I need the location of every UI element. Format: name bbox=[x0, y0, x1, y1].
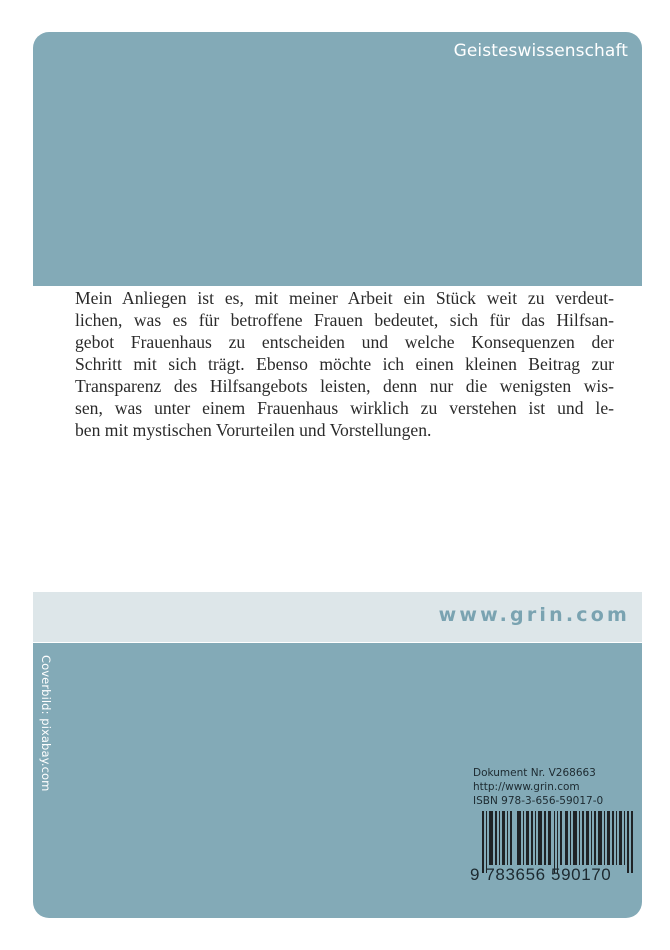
website-band bbox=[33, 592, 642, 642]
category-label: Geisteswissenschaft bbox=[453, 41, 628, 61]
blurb-line: sen, was unter einem Frauenhaus wirklich zu verstehen ist und le- bbox=[75, 398, 614, 418]
document-url[interactable]: http://www.grin.com bbox=[473, 781, 580, 793]
barcode-icon bbox=[482, 811, 634, 873]
blurb-line: Mein Anliegen ist es, mit meiner Arbeit ein Stück weit zu verdeut- bbox=[75, 288, 614, 308]
blurb-line: Transparenz des Hilfsangebots leisten, denn nur die wenigsten wis- bbox=[75, 376, 614, 396]
document-number: Dokument Nr. V268663 bbox=[473, 767, 596, 779]
barcode-digits: 9 783656 590170 bbox=[470, 865, 612, 884]
blurb-line: Schritt mit sich trägt. Ebenso möchte ich einen kleinen Beitrag zur bbox=[75, 354, 614, 374]
blurb-line: gebot Frauenhaus zu entscheiden und welche Konsequenzen der bbox=[75, 332, 614, 352]
top-cover-panel bbox=[33, 32, 642, 286]
blurb-line: lichen, was es für betroffene Frauen bedeutet, sich für das Hilfsan- bbox=[75, 310, 614, 330]
website-link[interactable]: www.grin.com bbox=[438, 604, 630, 626]
bottom-cover-panel bbox=[33, 643, 642, 918]
book-blurb bbox=[75, 287, 614, 441]
blurb-line: ben mit mystischen Vorurteilen und Vorstellungen. bbox=[75, 420, 432, 440]
document-info bbox=[473, 766, 603, 808]
isbn: ISBN 978-3-656-59017-0 bbox=[473, 795, 604, 807]
image-credit: Coverbild: pixabay.com bbox=[39, 655, 53, 792]
